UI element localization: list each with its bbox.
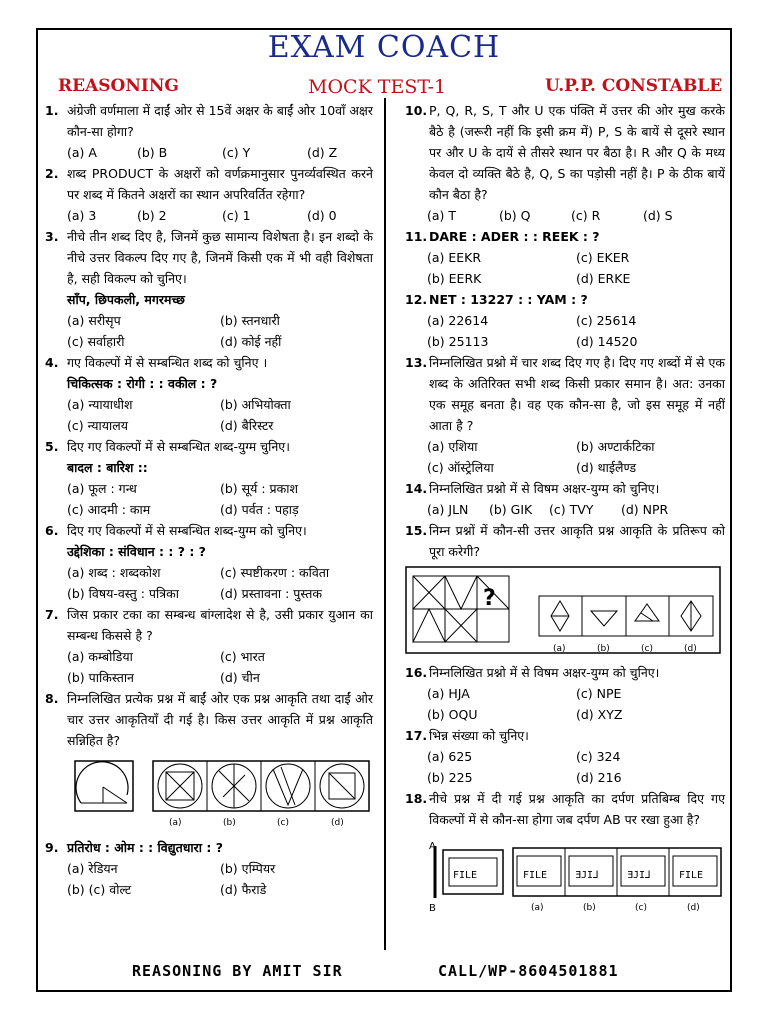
file-option-b: ƎJI⅃ (575, 870, 599, 881)
option[interactable]: (a) फूल : गन्ध (67, 481, 137, 496)
question-12 (405, 289, 725, 310)
options (45, 858, 373, 900)
question-subtext: चिकित्सक : रोगी : : वकील : ? (67, 376, 218, 391)
question-number: 11. (405, 229, 428, 244)
option[interactable]: (b) अभियोक्ता (220, 397, 291, 412)
question-4 (45, 352, 373, 373)
option[interactable]: (a) सरीसृप (67, 313, 121, 328)
option[interactable]: (d) 216 (576, 770, 622, 785)
option[interactable]: (c) सर्वाहारी (67, 334, 125, 349)
option[interactable]: (b) (c) वोल्ट (67, 882, 132, 897)
option[interactable]: (c) NPE (576, 686, 622, 701)
option[interactable]: (b) एम्पियर (220, 861, 276, 876)
option[interactable]: (a) EEKR (427, 250, 482, 265)
question-text: निम्न प्रश्नों में कौन-सी उत्तर आकृति प्रश्न आकृति के प्रतिरूप को पूरा करेगी? (429, 523, 725, 559)
option[interactable]: (c) EKER (576, 250, 630, 265)
question-subtext: उद्देशिका : संविधान : : ? : ? (67, 544, 206, 559)
options (405, 247, 725, 289)
question-text: नीचे प्रश्न में दी गई प्रश्न आकृति का दर्पण प्रतिबिम्ब दिए गए विकल्पों में से कौन-सा होगा जब दर्पण AB पर रखा हुआ है? (429, 791, 725, 827)
figure-q18 (429, 836, 725, 920)
question-number: 6. (45, 523, 59, 538)
fig-label-b: (b) (597, 644, 610, 654)
question-number: 5. (45, 439, 59, 454)
option[interactable]: (c) TVY (549, 502, 594, 517)
question-number: 7. (45, 607, 59, 622)
options (45, 394, 373, 436)
option[interactable]: (c) ऑस्ट्रेलिया (427, 460, 494, 475)
question-text: निम्नलिखित प्रश्नो में से विषम अक्षर-युग्म को चुनिए। (429, 481, 660, 496)
question-number: 16. (405, 665, 428, 680)
options (405, 205, 725, 226)
option[interactable]: (a) 625 (427, 749, 473, 764)
left-column (45, 100, 373, 900)
option[interactable]: (d) प्रस्तावना : पुस्तक (220, 586, 322, 601)
question-11 (405, 226, 725, 247)
option[interactable]: (b) GIK (489, 502, 533, 517)
file-option-a: FILE (523, 870, 548, 881)
question-5 (45, 436, 373, 457)
option[interactable]: (a) JLN (427, 502, 469, 517)
question-number: 8. (45, 691, 59, 706)
question-number: 1. (45, 103, 59, 118)
option[interactable]: (d) XYZ (576, 707, 623, 722)
question-17 (405, 725, 725, 746)
test-label: MOCK TEST-1 (308, 76, 447, 98)
question-6 (45, 520, 373, 541)
options (45, 478, 373, 520)
option[interactable]: (c) आदमी : काम (67, 502, 151, 517)
option[interactable]: (d) चीन (220, 670, 260, 685)
option[interactable]: (c) R (571, 208, 601, 223)
question-1 (45, 100, 373, 142)
option[interactable]: (a) HJA (427, 686, 470, 701)
question-16 (405, 662, 725, 683)
option[interactable]: (c) 324 (576, 749, 621, 764)
option[interactable]: (a) कम्बोडिया (67, 649, 133, 664)
question-text: प्रतिरोध : ओम : : विद्युतधारा : ? (67, 840, 223, 855)
options (45, 562, 373, 604)
fig-label-d: (d) (684, 644, 697, 654)
right-column (405, 100, 725, 920)
question-8 (45, 688, 373, 751)
file-option-c: ƎJI⅃ (627, 870, 651, 881)
question-text: DARE : ADER : : REEK : ? (429, 229, 600, 244)
question-7 (45, 604, 373, 646)
option[interactable]: (a) A (67, 145, 97, 160)
option[interactable]: (b) सूर्य : प्रकाश (220, 481, 298, 496)
page-title: EXAM COACH (267, 30, 501, 65)
fig-label-c: (c) (635, 903, 647, 913)
option[interactable]: (c) Y (222, 145, 251, 160)
fig-label-b: (b) (223, 818, 236, 828)
option[interactable]: (b) OQU (427, 707, 478, 722)
option[interactable]: (c) न्यायालय (67, 418, 128, 433)
question-number: 14. (405, 481, 428, 496)
question-13 (405, 352, 725, 436)
fig-label-d: (d) (331, 818, 344, 828)
option[interactable]: (c) भारत (220, 649, 265, 664)
option[interactable]: (b) विषय-वस्तु : पत्रिका (67, 586, 180, 601)
question-text: भिन्न संख्या को चुनिए। (429, 728, 529, 743)
question-text: P, Q, R, S, T और U एक पंक्ति में उत्तर की ओर मुख करके बैठे है (जरूरी नहीं कि इसी क्रम में) P, S के बायें से दूसरे स्थान पर और U के दायें से तीसरे स्थान पर बैठा है। R और Q के मध्य केवल दो व्यक्ति बैठे है, Q, S का पड़ोसी नहीं है। P के ठीक बायें कौन बैठा है? (429, 103, 725, 202)
option[interactable]: (a) 3 (67, 208, 97, 223)
option[interactable]: (d) 14520 (576, 334, 638, 349)
option[interactable]: (a) रेडियन (67, 861, 118, 876)
fig-label-a: (a) (169, 818, 182, 828)
question-text: नीचे तीन शब्द दिए है, जिनमें कुछ सामान्य विशेषता है। इन शब्दो के नीचे उत्तर विकल्प दिए गए है, जिनमें किसी एक में भी वही विशेषता है, सही विकल्प को चुनिए। (67, 229, 373, 286)
option[interactable]: (d) फैराडे (220, 882, 267, 897)
question-15 (405, 520, 725, 562)
question-9 (45, 837, 373, 858)
fig-label-c: (c) (641, 644, 653, 654)
option[interactable]: (b) पाकिस्तान (67, 670, 134, 685)
question-number: 18. (405, 791, 428, 806)
question-18 (405, 788, 725, 830)
option[interactable]: (b) अण्टार्कटिका (576, 439, 655, 454)
options (405, 310, 725, 352)
option[interactable]: (b) EERK (427, 271, 482, 286)
options (45, 142, 373, 163)
footer-author: REASONING BY AMIT SIR (132, 962, 343, 980)
option[interactable]: (a) शब्द : शब्दकोश (67, 565, 161, 580)
mirror-label-b: B (429, 903, 436, 914)
file-option-d: FILE (679, 870, 704, 881)
option[interactable]: (b) B (137, 145, 168, 160)
options (405, 746, 725, 788)
column-divider (384, 98, 386, 950)
option[interactable]: (b) 225 (427, 770, 473, 785)
option[interactable]: (b) Q (499, 208, 531, 223)
options (405, 499, 725, 520)
option[interactable]: (c) 25614 (576, 313, 637, 328)
question-text: जिस प्रकार टका का सम्बन्ध बांग्लादेश से है, उसी प्रकार युआन का सम्बन्ध किससे है ? (67, 607, 373, 643)
question-14 (405, 478, 725, 499)
question-text: NET : 13227 : : YAM : ? (429, 292, 588, 307)
options (45, 205, 373, 226)
question-10 (405, 100, 725, 205)
file-word: FILE (453, 870, 478, 881)
question-text: अंग्रेजी वर्णमाला में दाईं ओर से 15वें अक्षर के बाईं ओर 10वाँ अक्षर कौन-सा होगा? (67, 103, 373, 139)
subject-label: REASONING (58, 76, 179, 96)
question-number: 17. (405, 728, 428, 743)
option[interactable]: (c) स्पष्टीकरण : कविता (220, 565, 330, 580)
question-number: 10. (405, 103, 428, 118)
option[interactable]: (a) 22614 (427, 313, 489, 328)
footer-contact: CALL/WP-8604501881 (438, 962, 619, 980)
question-text: दिए गए विकल्पों में से सम्बन्धित शब्द-युग्म को चुनिए। (67, 523, 307, 538)
question-text: शब्द PRODUCT के अक्षरों को वर्णक्रमानुसार पुनर्व्यवस्थित करने पर शब्द में कितने अक्षरों का स्थान अपरिवर्तित रहेगा? (67, 166, 373, 202)
option[interactable]: (a) न्यायाधीश (67, 397, 133, 412)
option[interactable]: (c) 1 (222, 208, 251, 223)
fig-label-b: (b) (583, 903, 596, 913)
option[interactable]: (d) NPR (621, 502, 669, 517)
question-subtext: बादल : बारिश :: (67, 460, 148, 475)
option[interactable]: (a) एशिया (427, 439, 478, 454)
option[interactable]: (b) 2 (137, 208, 167, 223)
question-3 (45, 226, 373, 289)
question-number: 15. (405, 523, 428, 538)
figure-q15 (405, 566, 725, 658)
option[interactable]: (d) बैरिस्टर (220, 418, 274, 433)
option[interactable]: (a) T (427, 208, 457, 223)
fig-label-c: (c) (277, 818, 289, 828)
fig-label-a: (a) (531, 903, 544, 913)
question-number: 9. (45, 840, 59, 855)
question-number: 4. (45, 355, 59, 370)
option[interactable]: (d) Z (307, 145, 338, 160)
option[interactable]: (d) S (643, 208, 673, 223)
option[interactable]: (b) 25113 (427, 334, 489, 349)
question-number: 2. (45, 166, 59, 181)
question-text: निम्नलिखित प्रत्येक प्रश्न में बाईं ओर एक प्रश्न आकृति तथा दाईं ओर चार उत्तर आकृतियाँ दी गई है। किस उत्तर आकृति में प्रश्न आकृति सन्निहित है? (67, 691, 373, 748)
options (45, 646, 373, 688)
option[interactable]: (d) पर्वत : पहाड़ (220, 502, 299, 517)
fig-label-d: (d) (687, 903, 700, 913)
question-2 (45, 163, 373, 205)
option[interactable]: (d) कोई नहीं (220, 334, 282, 349)
question-text: निम्नलिखित प्रश्नो में चार शब्द दिए गए है। दिए गए शब्दों में से एक शब्द के अतिरिक्त सभी शब्द किसी प्रकार समान है। अत: उनका एक समूह बनता है। वह एक कौन-सा है, जो इस समूह में नहीं आता है ? (429, 355, 725, 433)
question-mark: ? (483, 586, 496, 611)
question-number: 12. (405, 292, 428, 307)
options (45, 310, 373, 352)
question-subtext: साँप, छिपकली, मगरमच्छ (67, 292, 185, 307)
option[interactable]: (d) ERKE (576, 271, 631, 286)
option[interactable]: (b) स्तनधारी (220, 313, 280, 328)
question-text: निम्नलिखित प्रश्नो में से विषम अक्षर-युग्म को चुनिए। (429, 665, 660, 680)
options (405, 683, 725, 725)
figure-q8 (73, 757, 373, 833)
question-text: गए विकल्पों में से सम्बन्धित शब्द को चुनिए । (67, 355, 268, 370)
exam-label: U.P.P. CONSTABLE (545, 76, 723, 96)
question-number: 3. (45, 229, 59, 244)
mirror-label-a: A (429, 841, 436, 852)
question-number: 13. (405, 355, 428, 370)
option[interactable]: (d) 0 (307, 208, 337, 223)
fig-label-a: (a) (553, 644, 566, 654)
question-text: दिए गए विकल्पों में से सम्बन्धित शब्द-युग्म चुनिए। (67, 439, 290, 454)
option[interactable]: (d) थाईलैण्ड (576, 460, 637, 475)
options (405, 436, 725, 478)
